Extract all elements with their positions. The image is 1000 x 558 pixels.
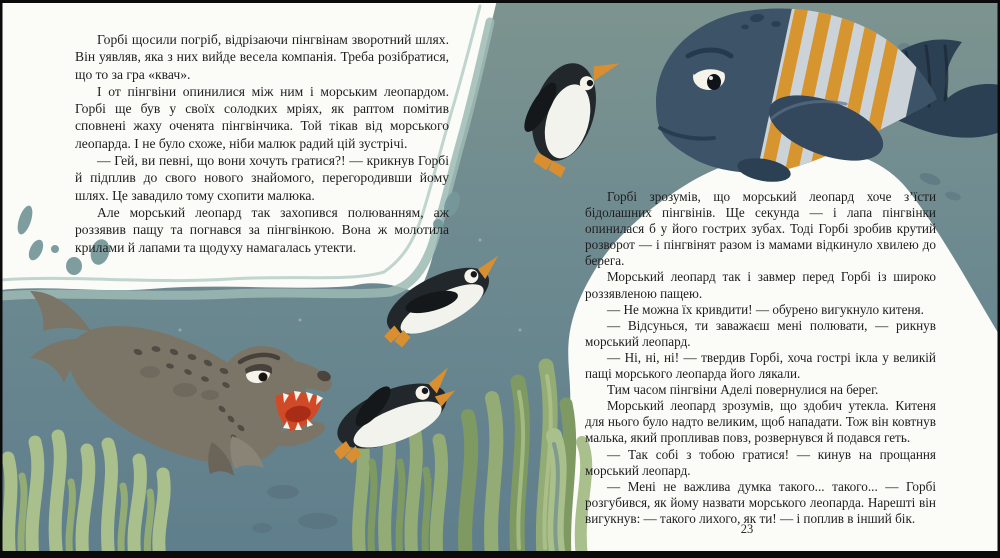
page-number: 23 <box>740 522 754 536</box>
paragraph: Тим часом пінгвіни Аделі повернулися на берег. <box>607 382 879 398</box>
paragraph: Але морський леопард так захопився полюванням, аж роззявив пащу та погнався за пінгвінкою. Вона ж молотила крилами й лапами та щодуху намагалась утекти. <box>75 204 449 255</box>
paragraph: — Так собі з тобою гратися! — кинув на прощання морський леопард. <box>585 446 936 478</box>
paragraph: Горбі зрозумів, що морський леопард хоче з’їсти бідолашних пінгвінів. Ще секунда — і лапа пінгвінки опинилася б у його гострих зубах. Тоді Горбі зробив крутий розворот — і пінгвінят разом із мамами відкинуло хвилею до берега. <box>585 189 936 269</box>
left-page-text <box>75 31 449 256</box>
paragraph: — Мені не важлива думка такого... такого... — Горбі розгубився, як йому назвати морського леопарда. Нарешті він вигукнув: — такого лихого, як ти! — і поплив в інший бік. <box>585 478 936 526</box>
whale-pupil <box>707 74 721 90</box>
paragraph: Горбі щосили погріб, відрізаючи пінгвінам зворотний шлях. Він уявляв, яка з них вийде весела компанія. Треба розібратися, що то за гра «квач». <box>75 32 449 82</box>
paragraph: Морський леопард зрозумів, що здобич утекла. Китеня для нього було надто великим, щоб нападати. Тож він ковтнув малька, який пропливав повз, розвернувся й подався геть. <box>585 398 936 446</box>
paragraph: Морський леопард так і завмер перед Горбі із широко роззявленою пащею. <box>585 269 936 301</box>
paragraph: І от пінгвіни опинилися між ним і морським леопардом. Горбі ще був у своїх солодких мріях, як раптом помітив сповнені жаху оченята пінгвінчика. Той тікав від морського леопарда. І не було схоже, ніби малюк радий цій зустрічі. <box>75 83 449 151</box>
paragraph: — Ні, ні, ні! — твердив Горбі, хоча гострі ікла у великій пащі морського леопарда його лякали. <box>585 349 936 382</box>
paragraph: — Відсунься, ти заважаєш мені полювати, — рикнув морський леопард. <box>585 317 936 349</box>
paragraph: — Не можна їх кривдити! — обурено вигукнуло китеня. <box>607 301 924 317</box>
right-page-text <box>585 189 936 527</box>
whale-eye-glint <box>709 76 713 80</box>
paragraph: — Гей, ви певні, що вони хочуть гратися?! — крикнув Горбі й підплив до свого нового знайомого, перегородивши йому шлях. Це завадило тому схопити малюка. <box>75 153 449 203</box>
seal-pupil <box>259 373 268 382</box>
